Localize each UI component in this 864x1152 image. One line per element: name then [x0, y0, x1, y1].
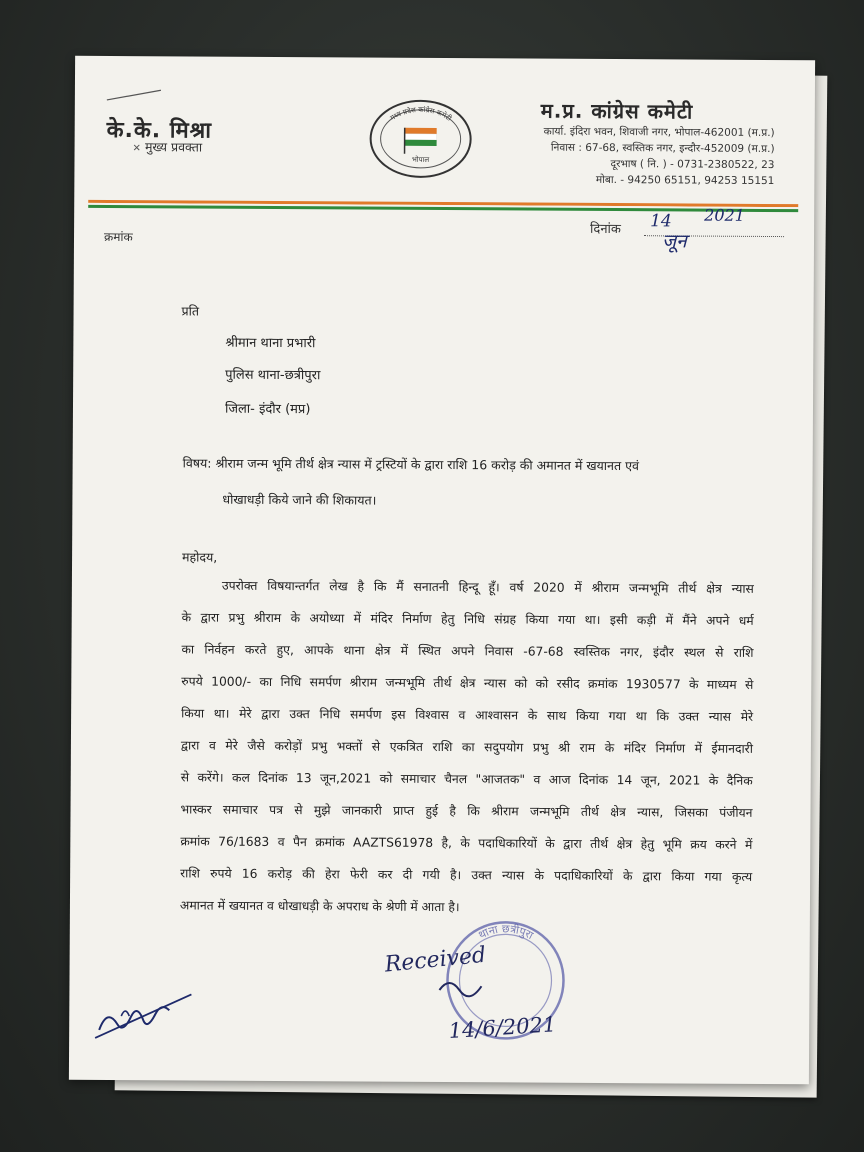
body-line: का निर्वहन करते हुए, आपके थाना क्षेत्र में स्थित अपने निवास -67-68 स्वस्तिक नगर, इंदौर स्थल से राशि	[181, 642, 754, 660]
received-note	[379, 938, 590, 1063]
date-day: 14	[650, 211, 672, 232]
kramank-label: क्रमांक	[103, 229, 133, 245]
emblem-ring-text: मध्य प्रदेश कांग्रेस कमेटी	[388, 105, 453, 123]
residence-address: निवास : 67-68, स्वस्तिक नगर, इन्दौर-452009 (म.प्र.)	[550, 141, 775, 156]
body-line: रुपये 1000/- का निधि समर्पण श्रीराम जन्मभूमि तीर्थ क्षेत्र न्यास को को रसीद क्रमांक 1930577 के माध्यम से	[181, 674, 754, 692]
recipient-line: जिला- इंदौर (मप्र)	[224, 401, 311, 418]
org-title: म.प्र. कांग्रेस कमेटी	[540, 98, 694, 124]
body-line: राशि रुपये 16 करोड़ की हेरा फेरी कर दी गयी है। उक्त न्यास के पदाधिकारियों के द्वारा किया गया कृत्य	[180, 866, 753, 884]
recipient-line: श्रीमान थाना प्रभारी	[225, 335, 316, 352]
pen-mark	[105, 86, 165, 106]
stamp-text: थाना छत्रीपुरा	[476, 922, 536, 943]
recipient-line: पुलिस थाना-छत्रीपुरा	[225, 367, 321, 384]
date-year: 2021	[704, 205, 745, 225]
svg-text:मध्य प्रदेश कांग्रेस कमेटी	[389, 105, 454, 123]
congress-emblem	[366, 98, 474, 181]
body-line: से करेंगे। कल दिनांक 13 जून,2021 को समाचार चैनल "आजतक" व आज दिनांक 14 जून, 2021 के दैनिक	[180, 770, 753, 788]
body-line: क्रमांक 76/1683 व पैन क्रमांक AAZTS61978 है, के पदाधिकारियों के द्वारा तीर्थ क्षेत्र हेतु भूमि क्रय करने में	[180, 834, 753, 852]
body-line: किया था। मेरे द्वारा उक्त निधि समर्पण इस विश्वास व आश्वासन के साथ किया गया था कि उक्त न्यास मेरे	[181, 706, 754, 724]
office-address: कार्या. इंदिरा भवन, शिवाजी नगर, भोपाल-462001 (म.प्र.)	[543, 125, 775, 140]
subject-line-continued: धोखाधड़ी किये जाने की शिकायत।	[222, 491, 377, 508]
date-label: दिनांक	[590, 221, 621, 238]
date-month: जून	[661, 230, 687, 253]
letter-page	[69, 56, 815, 1085]
emblem-city: भोपाल	[411, 155, 430, 164]
body-line: के द्वारा प्रभु श्रीराम के अयोध्या में मंदिर निर्माण हेतु निधि संग्रह किया गया था। इसी कड़ी में मैंने अपने धर्म	[181, 610, 754, 628]
body-line: भास्कर समाचार पत्र से मुझे जानकारी प्राप्त हुई है कि श्रीराम जन्मभूमि तीर्थ क्षेत्र न्यास, जिसका पंजीयन	[180, 802, 753, 820]
sender-signature	[91, 986, 201, 1051]
bullet-x-icon: ✕	[132, 143, 141, 155]
received-word: Received	[383, 942, 488, 978]
subject-line: विषय: श्रीराम जन्म भूमि तीर्थ क्षेत्र न्यास में ट्रस्टियों के द्वारा राशि 16 करोड़ की अमानत में खयानत एवं	[182, 455, 640, 474]
mobile-number: मोबा. - 94250 65151, 94253 15151	[595, 173, 775, 188]
body-line: द्वारा व मेरे जैसे करोड़ों प्रभु भक्तों से एकत्रित राशि का सदुपयोग प्रभु श्री राम के मंदिर निर्माण में ईमानदारी	[180, 738, 753, 756]
received-date: 14/6/2021	[447, 1012, 557, 1044]
sender-name: के.के. मिश्रा	[106, 117, 213, 144]
phone-number: दूरभाष ( नि. ) - 0731-2380522, 23	[610, 158, 775, 172]
body-line: उपरोक्त विषयान्तर्गत लेख है कि मैं सनातनी हिन्दू हूँ। वर्ष 2020 में श्रीराम जन्मभूमि तीर्थ क्षेत्र न्यास	[221, 578, 754, 596]
body-line: अमानत में खयानत व धोखाधड़ी के अपराध के श्रेणी में आता है।	[179, 898, 460, 915]
sender-designation: ✕ मुख्य प्रवक्ता	[132, 139, 203, 155]
salutation: महोदय,	[182, 549, 218, 565]
prati-label: प्रति	[181, 303, 200, 319]
